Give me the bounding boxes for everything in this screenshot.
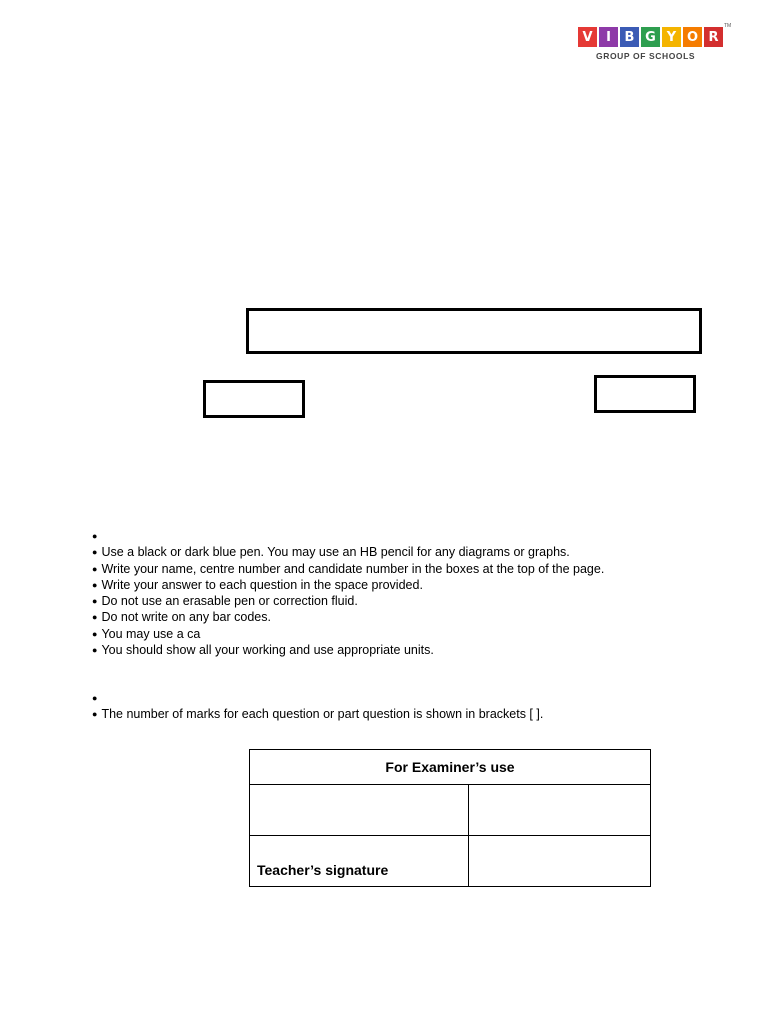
logo-trademark: TM — [724, 23, 732, 29]
instruction-item: ● Do not write on any bar codes. — [92, 609, 604, 625]
information-heading — [92, 690, 543, 706]
examiner-use-table — [249, 749, 651, 887]
instruction-item: ● You may use a ca — [92, 626, 604, 642]
instructions-list — [92, 528, 604, 658]
logo-letter-o: O — [683, 27, 702, 47]
logo-letters — [578, 27, 728, 47]
instruction-item: ● Do not use an erasable pen or correction fluid. — [92, 593, 604, 609]
logo-letter-g: G — [641, 27, 660, 47]
information-list — [92, 690, 543, 723]
examiner-table-header: For Examiner’s use — [250, 750, 651, 785]
candidate-name-box[interactable] — [246, 308, 702, 354]
instruction-item: ● Write your name, centre number and candidate number in the boxes at the top of the page. — [92, 561, 604, 577]
school-logo — [578, 23, 732, 63]
instruction-item: ● Use a black or dark blue pen. You may use an HB pencil for any diagrams or graphs. — [92, 544, 604, 560]
logo-letter-i: I — [599, 27, 618, 47]
instruction-item: ● Write your answer to each question in the space provided. — [92, 577, 604, 593]
teacher-signature-label: Teacher’s signature — [250, 836, 469, 887]
logo-subtitle: GROUP OF SCHOOLS — [596, 51, 696, 61]
centre-number-box[interactable] — [203, 380, 305, 418]
logo-letter-r: R — [704, 27, 723, 47]
teacher-signature-cell[interactable] — [469, 836, 651, 887]
logo-letter-y: Y — [662, 27, 681, 47]
logo-letter-b: B — [620, 27, 639, 47]
candidate-number-box[interactable] — [594, 375, 696, 413]
examiner-cell[interactable] — [250, 785, 469, 836]
examiner-mark-cell[interactable] — [469, 785, 651, 836]
instruction-item: ● You should show all your working and use appropriate units. — [92, 642, 604, 658]
instruction-heading — [92, 528, 604, 544]
information-item: ● The number of marks for each question or part question is shown in brackets [ ]. — [92, 706, 543, 722]
logo-letter-v: V — [578, 27, 597, 47]
